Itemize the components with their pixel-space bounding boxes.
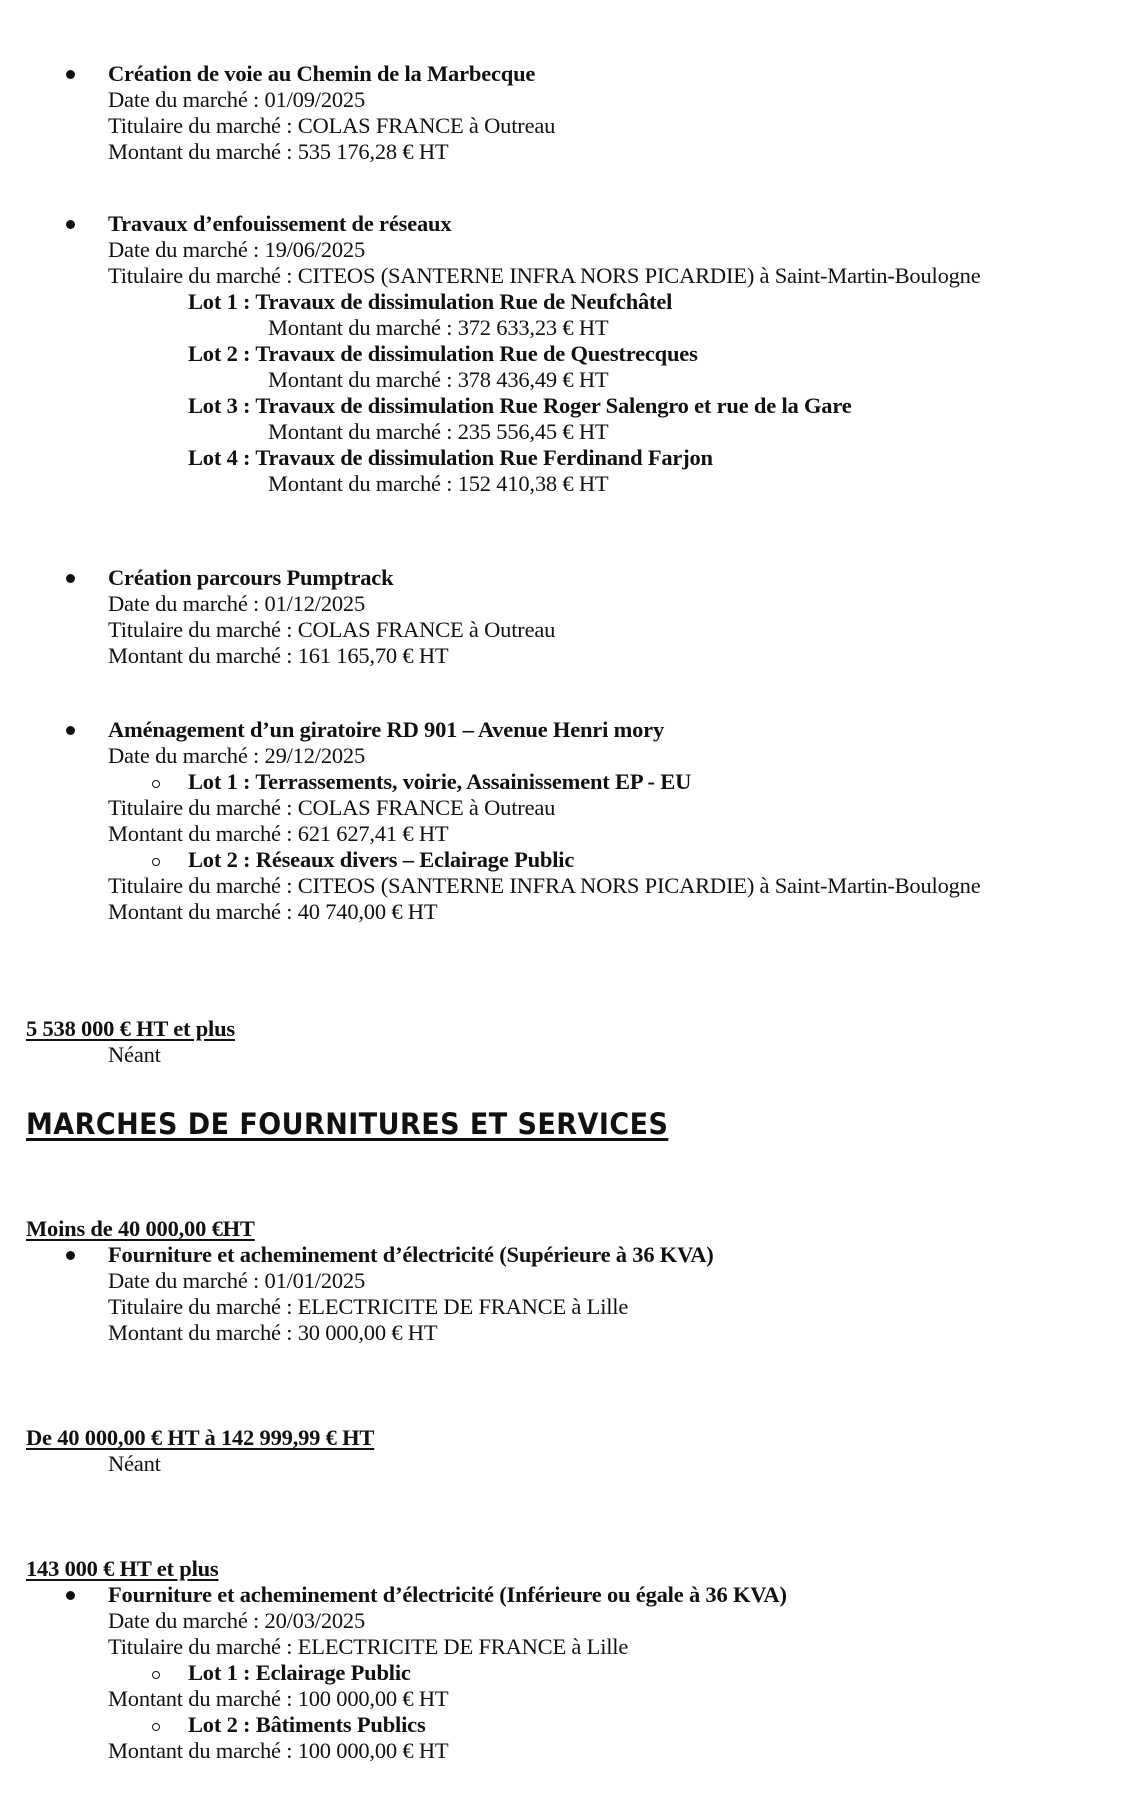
lot-label: Lot 1 : Terrassements, voirie, Assainissement EP - EU [188, 769, 692, 794]
bullet-icon [66, 726, 75, 735]
item-date: Date du marché : 01/09/2025 [108, 87, 366, 112]
lot-label: Lot 2 : Réseaux divers – Eclairage Public [188, 847, 575, 872]
lot-label: Lot 2 : Travaux de dissimulation Rue de Questrecques [188, 341, 698, 366]
tranche-heading: De 40 000,00 € HT à 142 999,99 € HT [26, 1425, 375, 1450]
lot-label: Lot 4 : Travaux de dissimulation Rue Ferdinand Farjon [188, 445, 713, 470]
item-montant: Montant du marché : 161 165,70 € HT [108, 643, 449, 668]
item-titulaire: Titulaire du marché : COLAS FRANCE à Outreau [108, 113, 556, 138]
tranche-heading: 143 000 € HT et plus [26, 1556, 219, 1581]
item-montant: Montant du marché : 535 176,28 € HT [108, 139, 449, 164]
section-title: MARCHES DE FOURNITURES ET SERVICES [26, 1107, 669, 1141]
item-titulaire: Titulaire du marché : ELECTRICITE DE FRANCE à Lille [108, 1294, 629, 1319]
item-date: Date du marché : 19/06/2025 [108, 237, 366, 262]
item-title: Fourniture et acheminement d’électricité (Inférieure ou égale à 36 KVA) [108, 1582, 787, 1607]
lot-label: Lot 1 : Eclairage Public [188, 1660, 411, 1685]
item-title: Création de voie au Chemin de la Marbecque [108, 61, 536, 86]
lot-montant: Montant du marché : 100 000,00 € HT [108, 1738, 449, 1763]
lot-montant: Montant du marché : 100 000,00 € HT [108, 1686, 449, 1711]
tranche-value: Néant [108, 1042, 161, 1067]
item-date: Date du marché : 01/01/2025 [108, 1268, 366, 1293]
lot-montant: Montant du marché : 40 740,00 € HT [108, 899, 438, 924]
item-montant: Montant du marché : 30 000,00 € HT [108, 1320, 438, 1345]
item-titulaire: Titulaire du marché : COLAS FRANCE à Outreau [108, 617, 556, 642]
lot-label: Lot 3 : Travaux de dissimulation Rue Roger Salengro et rue de la Gare [188, 393, 852, 418]
item-title: Création parcours Pumptrack [108, 565, 394, 590]
bullet-icon [66, 220, 75, 229]
bullet-icon [66, 1591, 75, 1600]
bullet-icon [66, 574, 75, 583]
item-date: Date du marché : 01/12/2025 [108, 591, 366, 616]
tranche-heading: Moins de 40 000,00 €HT [26, 1216, 255, 1241]
lot-label: Lot 2 : Bâtiments Publics [188, 1712, 426, 1737]
item-titulaire: Titulaire du marché : CITEOS (SANTERNE INFRA NORS PICARDIE) à Saint-Martin-Boulogne [108, 263, 981, 288]
bullet-icon [66, 1251, 75, 1260]
tranche-heading: 5 538 000 € HT et plus [26, 1016, 235, 1041]
lot-titulaire: Titulaire du marché : COLAS FRANCE à Outreau [108, 795, 556, 820]
tranche-value: Néant [108, 1451, 161, 1476]
bullet-icon [66, 70, 75, 79]
circle-bullet-icon [152, 1671, 160, 1679]
item-title: Fourniture et acheminement d’électricité (Supérieure à 36 KVA) [108, 1242, 714, 1267]
lot-montant: Montant du marché : 621 627,41 € HT [108, 821, 449, 846]
lot-montant: Montant du marché : 378 436,49 € HT [268, 367, 609, 392]
item-title: Travaux d’enfouissement de réseaux [108, 211, 452, 236]
circle-bullet-icon [152, 780, 160, 788]
item-date: Date du marché : 29/12/2025 [108, 743, 366, 768]
lot-montant: Montant du marché : 152 410,38 € HT [268, 471, 609, 496]
item-titulaire: Titulaire du marché : ELECTRICITE DE FRANCE à Lille [108, 1634, 629, 1659]
lot-montant: Montant du marché : 372 633,23 € HT [268, 315, 609, 340]
circle-bullet-icon [152, 858, 160, 866]
lot-montant: Montant du marché : 235 556,45 € HT [268, 419, 609, 444]
lot-titulaire: Titulaire du marché : CITEOS (SANTERNE INFRA NORS PICARDIE) à Saint-Martin-Boulogne [108, 873, 981, 898]
item-date: Date du marché : 20/03/2025 [108, 1608, 366, 1633]
item-title: Aménagement d’un giratoire RD 901 – Avenue Henri mory [108, 717, 664, 742]
circle-bullet-icon [152, 1723, 160, 1731]
lot-label: Lot 1 : Travaux de dissimulation Rue de Neufchâtel [188, 289, 673, 314]
